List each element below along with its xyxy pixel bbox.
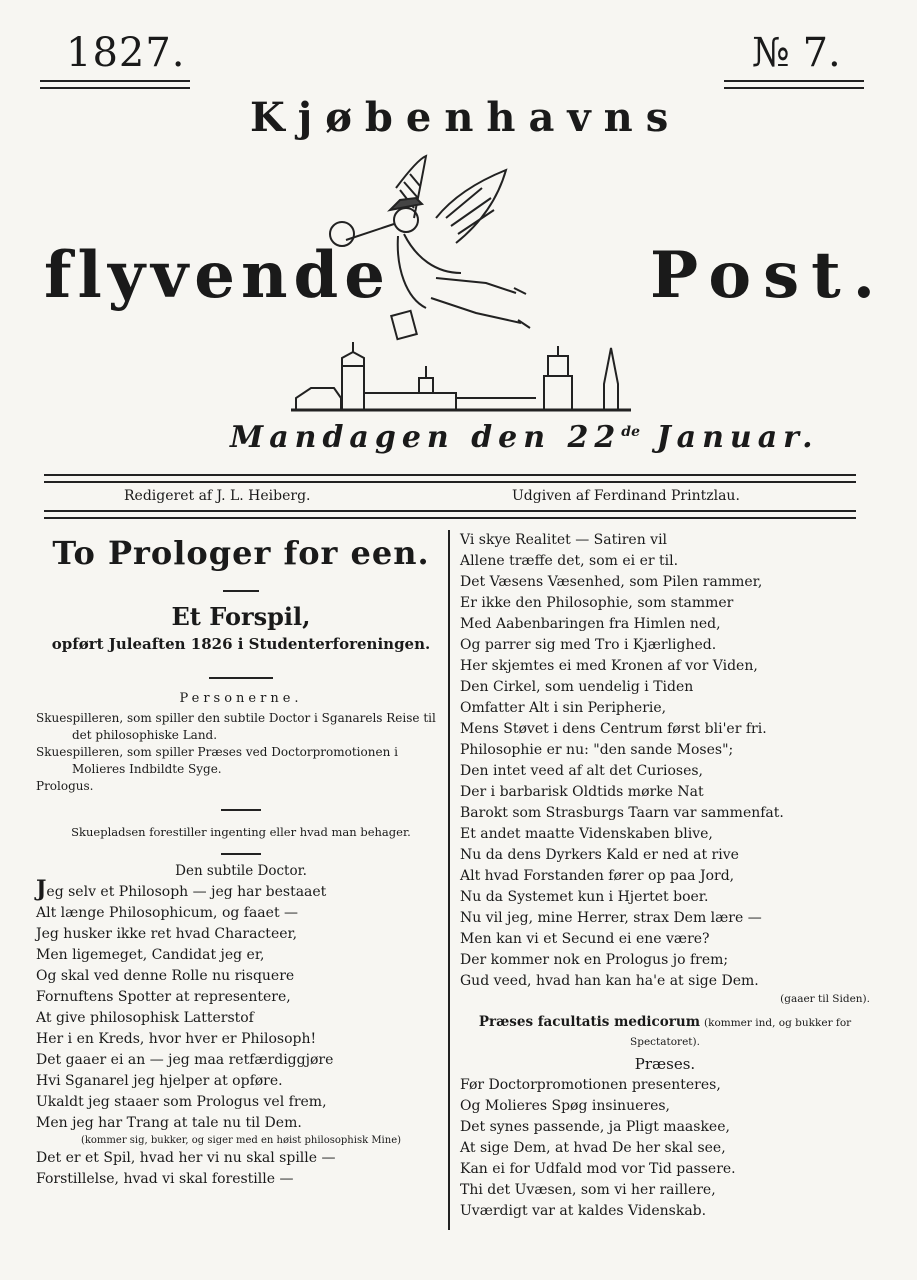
right-column bbox=[460, 530, 870, 1222]
verse-line: Men kan vi et Secund ei ene være? bbox=[460, 931, 710, 947]
praeses-heading bbox=[460, 1013, 870, 1051]
date-day-suffix: de bbox=[621, 424, 640, 440]
editor-credit: Redigeret af J. L. Heiberg. bbox=[124, 488, 311, 504]
rule-under-credits bbox=[44, 510, 856, 519]
issue-date bbox=[230, 420, 819, 455]
verse-line: Barokt som Strasburgs Taarn var sammenfat. bbox=[460, 805, 784, 821]
persona-item: Skuespilleren, som spiller den subtile Doctor i Sganarels Reise til det philosophiske Land. bbox=[36, 711, 436, 742]
persona-item: Prologus. bbox=[36, 779, 94, 793]
section-rule bbox=[221, 853, 261, 855]
verse-line: Vi skye Realitet — Satiren vil bbox=[460, 532, 668, 548]
section-rule bbox=[209, 677, 273, 679]
verse-line: At give philosophisk Latterstof bbox=[36, 1010, 254, 1026]
praeses-title: Præses facultatis medicorum bbox=[478, 1014, 700, 1030]
verse-line: Ukaldt jeg staaer som Prologus vel frem, bbox=[36, 1094, 327, 1110]
verse-line: Allene træffe det, som ei er til. bbox=[460, 553, 679, 569]
verse-line: Et andet maatte Videnskaben blive, bbox=[460, 826, 713, 842]
masthead-line1: Kjøbenhavns bbox=[250, 94, 682, 141]
verse-line: Og parrer sig med Tro i Kjærlighed. bbox=[460, 637, 717, 653]
verse-line: Nu da Systemet kun i Hjertet boer. bbox=[460, 889, 709, 905]
personae-heading: Personerne. bbox=[179, 691, 303, 706]
verse-line: Gud veed, hvad han kan ha'e at sige Dem. bbox=[460, 973, 759, 989]
article-headline: To Prologer for een. bbox=[52, 534, 430, 572]
publisher-credit: Udgiven af Ferdinand Printzlau. bbox=[512, 488, 740, 504]
stage-direction: (kommer sig, bukker, og siger med en høist philosophisk Mine) bbox=[80, 1135, 402, 1146]
verse-line: Philosophie er nu: "den sande Moses"; bbox=[460, 742, 734, 758]
verse-line: Men jeg har Trang at tale nu til Dem. bbox=[36, 1115, 302, 1131]
article-subtitle: Et Forspil, bbox=[171, 602, 311, 631]
verse-line: Den Cirkel, som uendelig i Tiden bbox=[460, 679, 694, 695]
verse-line: Før Doctorpromotionen presenteres, bbox=[460, 1077, 721, 1093]
verse-line: Forstillelse, hvad vi skal forestille — bbox=[36, 1171, 294, 1187]
year: 1827. bbox=[66, 30, 186, 76]
verse-line: Kan ei for Udfald mod vor Tid passere. bbox=[460, 1161, 736, 1177]
verse-line: Alt længe Philosophicum, og faaet — bbox=[36, 905, 299, 921]
column-divider bbox=[448, 530, 450, 1230]
verse-line: Hvi Sganarel jeg hjelper at opføre. bbox=[36, 1073, 283, 1089]
verse-line: At sige Dem, at hvad De her skal see, bbox=[460, 1140, 726, 1156]
verse-line: Og Molieres Spøg insinueres, bbox=[460, 1098, 670, 1114]
section-rule bbox=[221, 809, 261, 811]
article-subtitle-line: opført Juleaften 1826 i Studenterforeningen. bbox=[51, 635, 431, 653]
verse-line: Den intet veed af alt det Curioses, bbox=[460, 763, 703, 779]
verse-line: Det synes passende, ja Pligt maaskee, bbox=[460, 1119, 730, 1135]
speaker-heading: Præses. bbox=[634, 1055, 696, 1073]
verse-block-right bbox=[460, 530, 870, 992]
short-rule bbox=[223, 590, 259, 592]
verse-line: Der i barbarisk Oldtids mørke Nat bbox=[460, 784, 704, 800]
verse-block-right-2 bbox=[460, 1075, 870, 1222]
verse-line: Omfatter Alt i sin Peripherie, bbox=[460, 700, 667, 716]
date-prefix: Mandagen den bbox=[230, 420, 552, 455]
verse-line: Her skjemtes ei med Kronen af vor Viden, bbox=[460, 658, 758, 674]
verse-line: Det gaaer ei an — jeg maa retfærdiggjøre bbox=[36, 1052, 334, 1068]
verse-line: Thi det Uvæsen, som vi her raillere, bbox=[460, 1182, 716, 1198]
masthead-word-right: Post. bbox=[650, 238, 887, 313]
masthead-word-left: flyvende bbox=[44, 238, 391, 313]
persona-item: Skuespilleren, som spiller Præses ved Doctorpromotionen i Molieres Indbildte Syge. bbox=[36, 745, 398, 776]
verse-line: Der kommer nok en Prologus jo frem; bbox=[460, 952, 729, 968]
verse-line: Her i en Kreds, hvor hver er Philosoph! bbox=[36, 1031, 317, 1047]
date-day: 22 bbox=[567, 420, 622, 455]
top-rule-left bbox=[40, 80, 190, 89]
verse-line: Er ikke den Philosophie, som stammer bbox=[460, 595, 734, 611]
verse-line: Alt hvad Forstanden fører op paa Jord, bbox=[460, 868, 735, 884]
verse-line: Det er et Spil, hvad her vi nu skal spille — bbox=[36, 1150, 336, 1166]
verse-block-left-2 bbox=[36, 1148, 446, 1190]
left-column bbox=[36, 530, 446, 1190]
verse-line: Nu vil jeg, mine Herrer, strax Dem lære — bbox=[460, 910, 762, 926]
top-rule-right bbox=[724, 80, 864, 89]
verse-line: Jeg selv et Philosoph — jeg har bestaaet bbox=[36, 876, 327, 902]
verse-line: Det Væsens Væsenhed, som Pilen rammer, bbox=[460, 574, 763, 590]
praeses-stage-note: (kommer ind, og bukker for Spectatoret). bbox=[630, 1017, 852, 1048]
verse-line: Men ligemeget, Candidat jeg er, bbox=[36, 947, 265, 963]
verse-line: Nu da dens Dyrkers Kald er ned at rive bbox=[460, 847, 739, 863]
verse-line: Uværdigt var at kaldes Videnskab. bbox=[460, 1203, 707, 1219]
stage-direction: (gaaer til Siden). bbox=[780, 993, 870, 1005]
speaker-heading: Den subtile Doctor. bbox=[175, 863, 307, 879]
herald-skyline-illustration bbox=[286, 148, 636, 418]
rule-under-date bbox=[44, 474, 856, 483]
issue-number: № 7. bbox=[752, 30, 841, 76]
verse-line: Og skal ved denne Rolle nu risquere bbox=[36, 968, 295, 984]
stage-note: Skuepladsen forestiller ingenting eller hvad man behager. bbox=[71, 825, 411, 839]
verse-line: Mens Støvet i dens Centrum først bli'er fri. bbox=[460, 721, 767, 737]
verse-block-left bbox=[36, 876, 446, 1134]
date-month: Januar. bbox=[656, 420, 819, 455]
verse-line: Jeg husker ikke ret hvad Characteer, bbox=[36, 926, 298, 942]
verse-line: Med Aabenbaringen fra Himlen ned, bbox=[460, 616, 721, 632]
verse-line: Fornuftens Spotter at representere, bbox=[36, 989, 291, 1005]
